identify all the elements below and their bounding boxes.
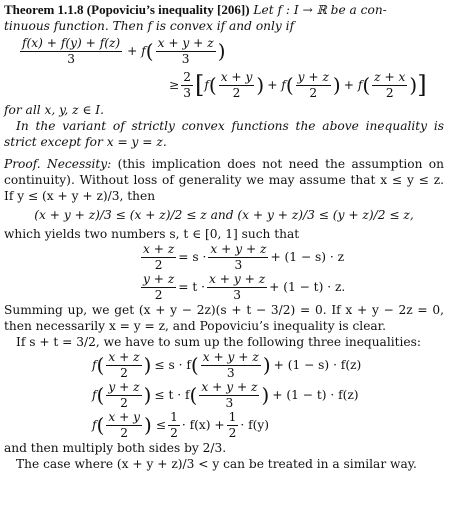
summing-text: Summing up, we get (x + y − 2z)(s + t − 3/2) = 0. If x + y − 2z = 0, then necessarily x = y = z, and Popoviciu’s inequality is clear. <box>4 303 444 333</box>
inequality-2: f ( $\frac{y + z}{2}$ ) ≤ t · f ( $\frac{x + y + z}{3}$ ) + (1 − t) · f(z) <box>92 379 359 410</box>
equation-s: $\frac{x + z}{2}$ = s · $\frac{x + y + z}{3}$ + (1 − s) · z <box>143 241 345 272</box>
if-st-text: If s + t = 3/2, we have to sum up the following three inequalities: <box>16 335 421 349</box>
similar-case-text: The case where (x + y + z)/3 < y can be treated in a similar way. <box>16 457 417 471</box>
theorem-label: Theorem 1.1.8 (Popoviciu’s inequality [206]) <box>4 2 250 17</box>
page <box>0 2 450 521</box>
popoviciu-inequality-line1: $\frac{f(x) + f(y) + f(z)}{3}$ + f ( $\frac{x + y + z}{3}$ ) <box>22 35 226 66</box>
bounds-chain: (x + y + z)/3 ≤ (x + z)/2 ≤ z and (x + y + z)/3 ≤ (y + z)/2 ≤ z, <box>34 208 414 222</box>
proof-label: Proof. <box>4 157 41 171</box>
inequality-3: f ( $\frac{x + y}{2}$ ) ≤ $\frac{1}{2}$ · f(x) + $\frac{1}{2}$ · f(y) <box>92 409 269 440</box>
for-all-text: for all x, y, z ∈ I. <box>4 103 104 117</box>
inequality-1: f ( $\frac{x + z}{2}$ ) ≤ s · f ( $\frac{x + y + z}{3}$ ) + (1 − s) · f(z) <box>92 349 362 380</box>
variant-text: In the variant of strictly convex functions the above inequality is strict except for x = y = z. <box>4 119 444 149</box>
fraction: $\frac{f(x) + f(y) + f(z)}{3}$ <box>22 35 121 66</box>
multiply-text: and then multiply both sides by 2/3. <box>4 441 227 455</box>
proof-text: (this implication does not need the assumption on continuity). Without loss of generality we may assume that x ≤ y ≤ z. If y ≤ (x + y + z)/3, then <box>4 157 444 203</box>
proof-necessity <box>4 156 444 204</box>
fraction: $\frac{x + y + z}{3}$ <box>157 35 214 66</box>
theorem-text: Let f : I → ℝ be a con- <box>249 3 387 17</box>
popoviciu-inequality-line2: ≥ $\frac{2}{3}$ [ f ( $\frac{x + y}{2}$ ) + f ( $\frac{y + z}{2}$ ) + f ( $\frac{z + x}{2}$ ) ] <box>169 69 427 100</box>
which-yields-text: which yields two numbers s, t ∈ [0, 1] such that <box>4 227 300 241</box>
equation-t: $\frac{y + z}{2}$ = t · $\frac{x + y + z}{3}$ + (1 − t) · z. <box>143 271 346 302</box>
theorem-statement <box>4 2 444 34</box>
theorem-text-cont: tinuous function. Then f is convex if and only if <box>4 19 295 33</box>
fraction: $\frac{2}{3}$ <box>183 69 191 100</box>
necessity-label: Necessity: <box>47 157 112 171</box>
